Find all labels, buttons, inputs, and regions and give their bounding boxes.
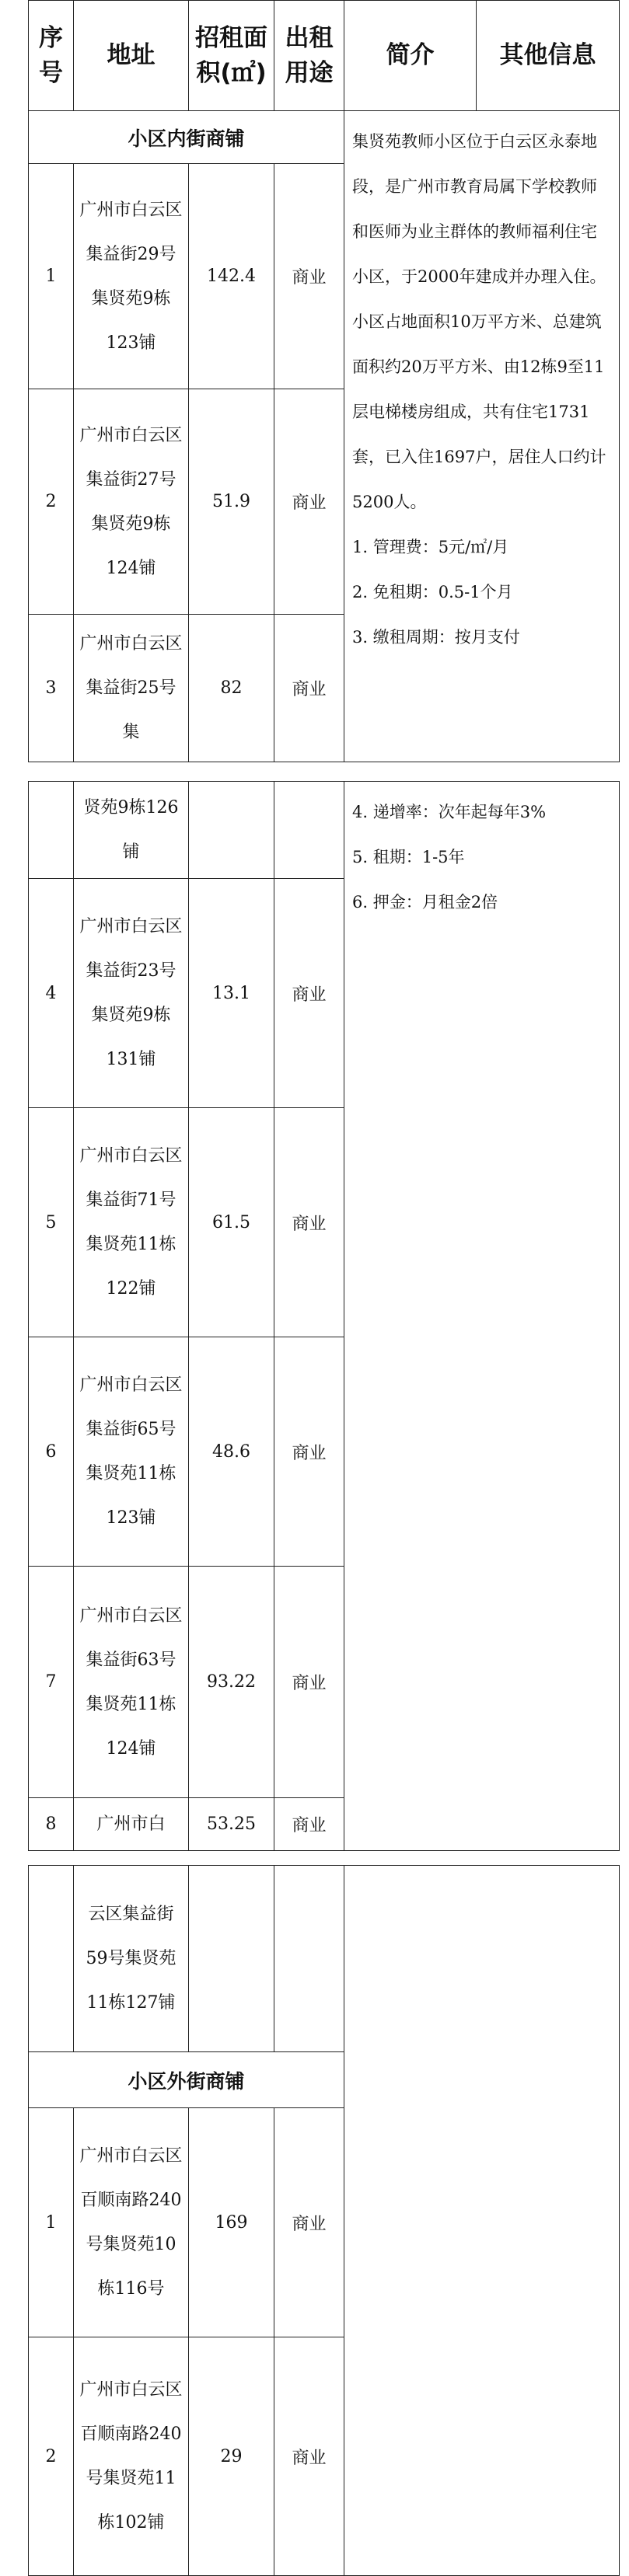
row-area: 142.4 bbox=[189, 164, 274, 389]
row-seq bbox=[29, 1866, 74, 2052]
row-area bbox=[189, 1866, 274, 2052]
rental-table-1 bbox=[28, 0, 620, 762]
row-seq: 6 bbox=[29, 1337, 74, 1567]
intro-item: 6. 押金：月租金2倍 bbox=[352, 893, 498, 912]
intro-cell-empty bbox=[344, 1866, 620, 2576]
row-address: 广州市白云区百顺南路240号集贤苑10栋116号 bbox=[74, 2108, 189, 2337]
row-area: 53.25 bbox=[189, 1798, 274, 1851]
row-area: 51.9 bbox=[189, 389, 274, 615]
row-usage: 商业 bbox=[274, 879, 344, 1108]
row-seq: 8 bbox=[29, 1798, 74, 1851]
row-usage: 商业 bbox=[274, 1337, 344, 1567]
row-seq: 1 bbox=[29, 164, 74, 389]
row-area: 169 bbox=[189, 2108, 274, 2337]
row-address: 云区集益街59号集贤苑11栋127铺 bbox=[74, 1866, 189, 2052]
row-seq bbox=[29, 782, 74, 879]
row-seq: 5 bbox=[29, 1108, 74, 1337]
row-seq: 1 bbox=[29, 2108, 74, 2337]
intro-item: 1. 管理费：5元/㎡/月 bbox=[352, 538, 509, 556]
table-page-3 bbox=[28, 1865, 620, 2576]
header-intro: 简介 bbox=[344, 1, 477, 111]
table-page-1 bbox=[28, 0, 620, 762]
row-usage: 商业 bbox=[274, 2337, 344, 2576]
intro-item: 5. 租期：1-5年 bbox=[352, 848, 465, 866]
row-seq: 2 bbox=[29, 389, 74, 615]
header-other: 其他信息 bbox=[477, 1, 620, 111]
row-seq: 3 bbox=[29, 615, 74, 762]
row-area: 48.6 bbox=[189, 1337, 274, 1567]
row-area: 13.1 bbox=[189, 879, 274, 1108]
header-row bbox=[29, 1, 620, 111]
row-address: 广州市白 bbox=[74, 1798, 189, 1851]
intro-cell-cont bbox=[344, 782, 620, 1851]
header-address: 地址 bbox=[74, 1, 189, 111]
row-address: 广州市白云区集益街63号集贤苑11栋124铺 bbox=[74, 1567, 189, 1798]
intro-item: 2. 免租期：0.5-1个月 bbox=[352, 583, 513, 601]
row-address: 广州市白云区百顺南路240号集贤苑11栋102铺 bbox=[74, 2337, 189, 2576]
section-inner-title: 小区内街商铺 bbox=[29, 111, 344, 164]
row-seq: 2 bbox=[29, 2337, 74, 2576]
row-address: 广州市白云区集益街29号集贤苑9栋123铺 bbox=[74, 164, 189, 389]
row-usage bbox=[274, 1866, 344, 2052]
intro-cell bbox=[344, 111, 620, 762]
row-address: 广州市白云区集益街65号集贤苑11栋123铺 bbox=[74, 1337, 189, 1567]
row-area: 82 bbox=[189, 615, 274, 762]
intro-item: 4. 递增率：次年起每年3% bbox=[352, 803, 547, 821]
row-area: 93.22 bbox=[189, 1567, 274, 1798]
row-usage bbox=[274, 782, 344, 879]
row-usage: 商业 bbox=[274, 389, 344, 615]
row-address: 贤苑9栋126铺 bbox=[74, 782, 189, 879]
row-usage: 商业 bbox=[274, 1108, 344, 1337]
intro-item: 3. 缴租周期：按月支付 bbox=[352, 628, 520, 647]
header-usage: 出租用途 bbox=[274, 1, 344, 111]
section-row bbox=[29, 111, 620, 164]
row-usage: 商业 bbox=[274, 2108, 344, 2337]
rental-table-3 bbox=[28, 1865, 620, 2576]
table-page-2 bbox=[28, 781, 620, 1851]
row-area: 29 bbox=[189, 2337, 274, 2576]
row-seq: 7 bbox=[29, 1567, 74, 1798]
intro-paragraph: 集贤苑教师小区位于白云区永泰地段，是广州市教育局属下学校教师和医师为业主群体的教师福利住宅小区，于2000年建成并办理入住。小区占地面积10万平方米、总建筑面积约20万平方米、由12栋9至11层电梯楼房组成，共有住宅1731套，已入住1697户，居住人口约计5200人。 bbox=[352, 132, 606, 511]
row-address: 广州市白云区集益街27号集贤苑9栋124铺 bbox=[74, 389, 189, 615]
rental-table-2 bbox=[28, 781, 620, 1851]
row-seq: 4 bbox=[29, 879, 74, 1108]
row-address: 广州市白云区集益街25号集 bbox=[74, 615, 189, 762]
row-usage: 商业 bbox=[274, 164, 344, 389]
row-address: 广州市白云区集益街71号集贤苑11栋122铺 bbox=[74, 1108, 189, 1337]
row-address: 广州市白云区集益街23号集贤苑9栋131铺 bbox=[74, 879, 189, 1108]
row-usage: 商业 bbox=[274, 1798, 344, 1851]
row-area bbox=[189, 782, 274, 879]
header-seq: 序号 bbox=[29, 1, 74, 111]
row-usage: 商业 bbox=[274, 615, 344, 762]
table-row bbox=[29, 782, 620, 879]
row-area: 61.5 bbox=[189, 1108, 274, 1337]
header-area: 招租面积(㎡) bbox=[189, 1, 274, 111]
section-outer-title: 小区外街商铺 bbox=[29, 2052, 344, 2108]
table-row bbox=[29, 1866, 620, 2052]
row-usage: 商业 bbox=[274, 1567, 344, 1798]
